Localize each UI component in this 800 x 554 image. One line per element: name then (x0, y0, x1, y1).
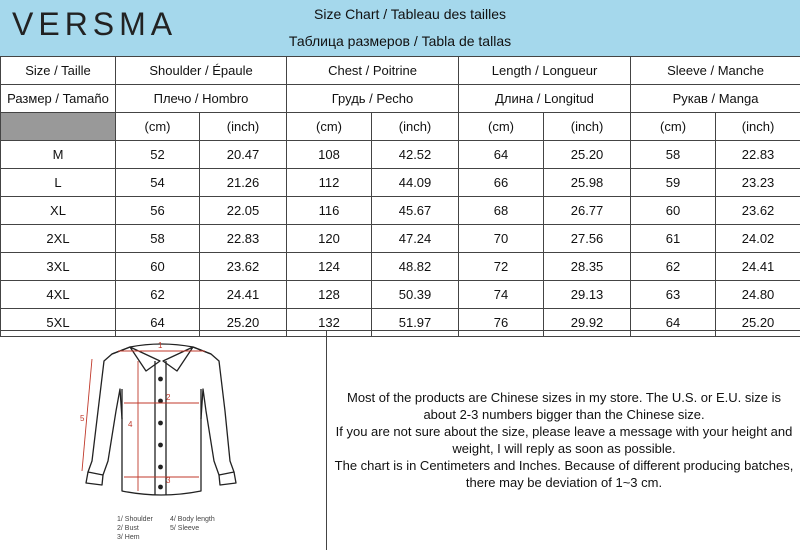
unit-cm: (cm) (116, 113, 200, 141)
table-cell: 47.24 (372, 225, 459, 253)
table-cell: 42.52 (372, 141, 459, 169)
table-row (1, 281, 800, 309)
note-line: If you are not sure about the size, please leave a message with your height and (328, 423, 800, 440)
size-label-cell: 5XL (1, 309, 116, 337)
table-cell: 24.41 (716, 253, 800, 281)
table-cell: 25.20 (716, 309, 800, 337)
lower-section (0, 330, 800, 549)
legend-sleeve: 5/ Sleeve (170, 525, 199, 532)
garment-diagram (0, 331, 327, 550)
col-header-shoulder-alt: Плечо / Hombro (116, 85, 287, 113)
table-cell: 120 (287, 225, 372, 253)
chart-title-alt: Таблица размеров / Tabla de tallas (275, 33, 525, 49)
table-cell: 22.83 (716, 141, 800, 169)
table-cell: 64 (116, 309, 200, 337)
col-header-length: Length / Longueur (459, 57, 631, 85)
table-cell: 64 (459, 141, 544, 169)
shirt-illustration (0, 331, 326, 549)
size-label-cell: M (1, 141, 116, 169)
table-cell: 28.35 (544, 253, 631, 281)
table-cell: 24.02 (716, 225, 800, 253)
table-row (1, 141, 800, 169)
table-cell: 63 (631, 281, 716, 309)
table-cell: 29.92 (544, 309, 631, 337)
table-cell: 68 (459, 197, 544, 225)
chart-title: Size Chart / Tableau des tailles (300, 6, 520, 22)
col-header-chest: Chest / Poitrine (287, 57, 459, 85)
col-header-length-alt: Длина / Longitud (459, 85, 631, 113)
table-cell: 60 (116, 253, 200, 281)
size-notes (328, 389, 800, 491)
table-cell: 60 (631, 197, 716, 225)
table-cell: 76 (459, 309, 544, 337)
note-line: Most of the products are Chinese sizes in my store. The U.S. or E.U. size is (328, 389, 800, 406)
table-cell: 44.09 (372, 169, 459, 197)
table-cell: 116 (287, 197, 372, 225)
table-cell: 50.39 (372, 281, 459, 309)
size-label-cell: 4XL (1, 281, 116, 309)
table-cell: 61 (631, 225, 716, 253)
header-row-1 (1, 57, 800, 85)
table-cell: 21.26 (200, 169, 287, 197)
table-cell: 23.23 (716, 169, 800, 197)
table-cell: 72 (459, 253, 544, 281)
unit-cm: (cm) (631, 113, 716, 141)
table-cell: 112 (287, 169, 372, 197)
label-4: 4 (128, 420, 133, 429)
table-cell: 51.97 (372, 309, 459, 337)
legend-body-length: 4/ Body length (170, 516, 215, 523)
unit-cm: (cm) (287, 113, 372, 141)
table-cell: 27.56 (544, 225, 631, 253)
table-row (1, 197, 800, 225)
unit-cm: (cm) (459, 113, 544, 141)
table-row (1, 169, 800, 197)
table-cell: 24.41 (200, 281, 287, 309)
legend-bust: 2/ Bust (117, 525, 139, 532)
unit-inch: (inch) (544, 113, 631, 141)
note-line: there may be deviation of 1~3 cm. (328, 474, 800, 491)
size-label-cell: L (1, 169, 116, 197)
col-header-sleeve: Sleeve / Manche (631, 57, 800, 85)
note-line: The chart is in Centimeters and Inches. Because of different producing batches, (328, 457, 800, 474)
size-label-cell: 3XL (1, 253, 116, 281)
size-label-cell: XL (1, 197, 116, 225)
table-cell: 45.67 (372, 197, 459, 225)
label-3: 3 (166, 476, 171, 485)
table-cell: 25.98 (544, 169, 631, 197)
table-cell: 128 (287, 281, 372, 309)
brand-logo: VERSMA (12, 6, 177, 43)
legend-hem: 3/ Hem (117, 534, 140, 541)
table-cell: 22.83 (200, 225, 287, 253)
size-rows (1, 141, 800, 337)
table-row (1, 225, 800, 253)
unit-row (1, 113, 800, 141)
col-header-size-alt: Размер / Tamaño (1, 85, 116, 113)
table-cell: 59 (631, 169, 716, 197)
table-cell: 62 (631, 253, 716, 281)
size-table (0, 56, 800, 337)
table-cell: 29.13 (544, 281, 631, 309)
legend-shoulder: 1/ Shoulder (117, 516, 153, 523)
table-cell: 58 (116, 225, 200, 253)
table-cell: 52 (116, 141, 200, 169)
label-1: 1 (158, 341, 163, 350)
table-cell: 66 (459, 169, 544, 197)
table-cell: 124 (287, 253, 372, 281)
col-header-shoulder: Shoulder / Épaule (116, 57, 287, 85)
label-5: 5 (80, 414, 85, 423)
header-row-2 (1, 85, 800, 113)
table-cell: 25.20 (200, 309, 287, 337)
col-header-size: Size / Taille (1, 57, 116, 85)
table-cell: 26.77 (544, 197, 631, 225)
table-cell: 56 (116, 197, 200, 225)
table-cell: 62 (116, 281, 200, 309)
table-cell: 23.62 (200, 253, 287, 281)
table-cell: 24.80 (716, 281, 800, 309)
table-cell: 108 (287, 141, 372, 169)
header-bar (0, 0, 800, 57)
table-cell: 64 (631, 309, 716, 337)
table-cell: 20.47 (200, 141, 287, 169)
table-cell: 22.05 (200, 197, 287, 225)
unit-row-blank (1, 113, 116, 141)
note-line: weight, I will reply as soon as possible. (328, 440, 800, 457)
unit-inch: (inch) (372, 113, 459, 141)
table-cell: 74 (459, 281, 544, 309)
col-header-chest-alt: Грудь / Pecho (287, 85, 459, 113)
table-cell: 48.82 (372, 253, 459, 281)
table-cell: 132 (287, 309, 372, 337)
note-line: about 2-3 numbers bigger than the Chinese size. (328, 406, 800, 423)
table-cell: 54 (116, 169, 200, 197)
table-cell: 70 (459, 225, 544, 253)
col-header-sleeve-alt: Рукав / Manga (631, 85, 800, 113)
unit-inch: (inch) (716, 113, 800, 141)
table-row (1, 253, 800, 281)
size-label-cell: 2XL (1, 225, 116, 253)
table-cell: 58 (631, 141, 716, 169)
unit-inch: (inch) (200, 113, 287, 141)
table-cell: 25.20 (544, 141, 631, 169)
table-cell: 23.62 (716, 197, 800, 225)
label-2: 2 (166, 393, 171, 402)
